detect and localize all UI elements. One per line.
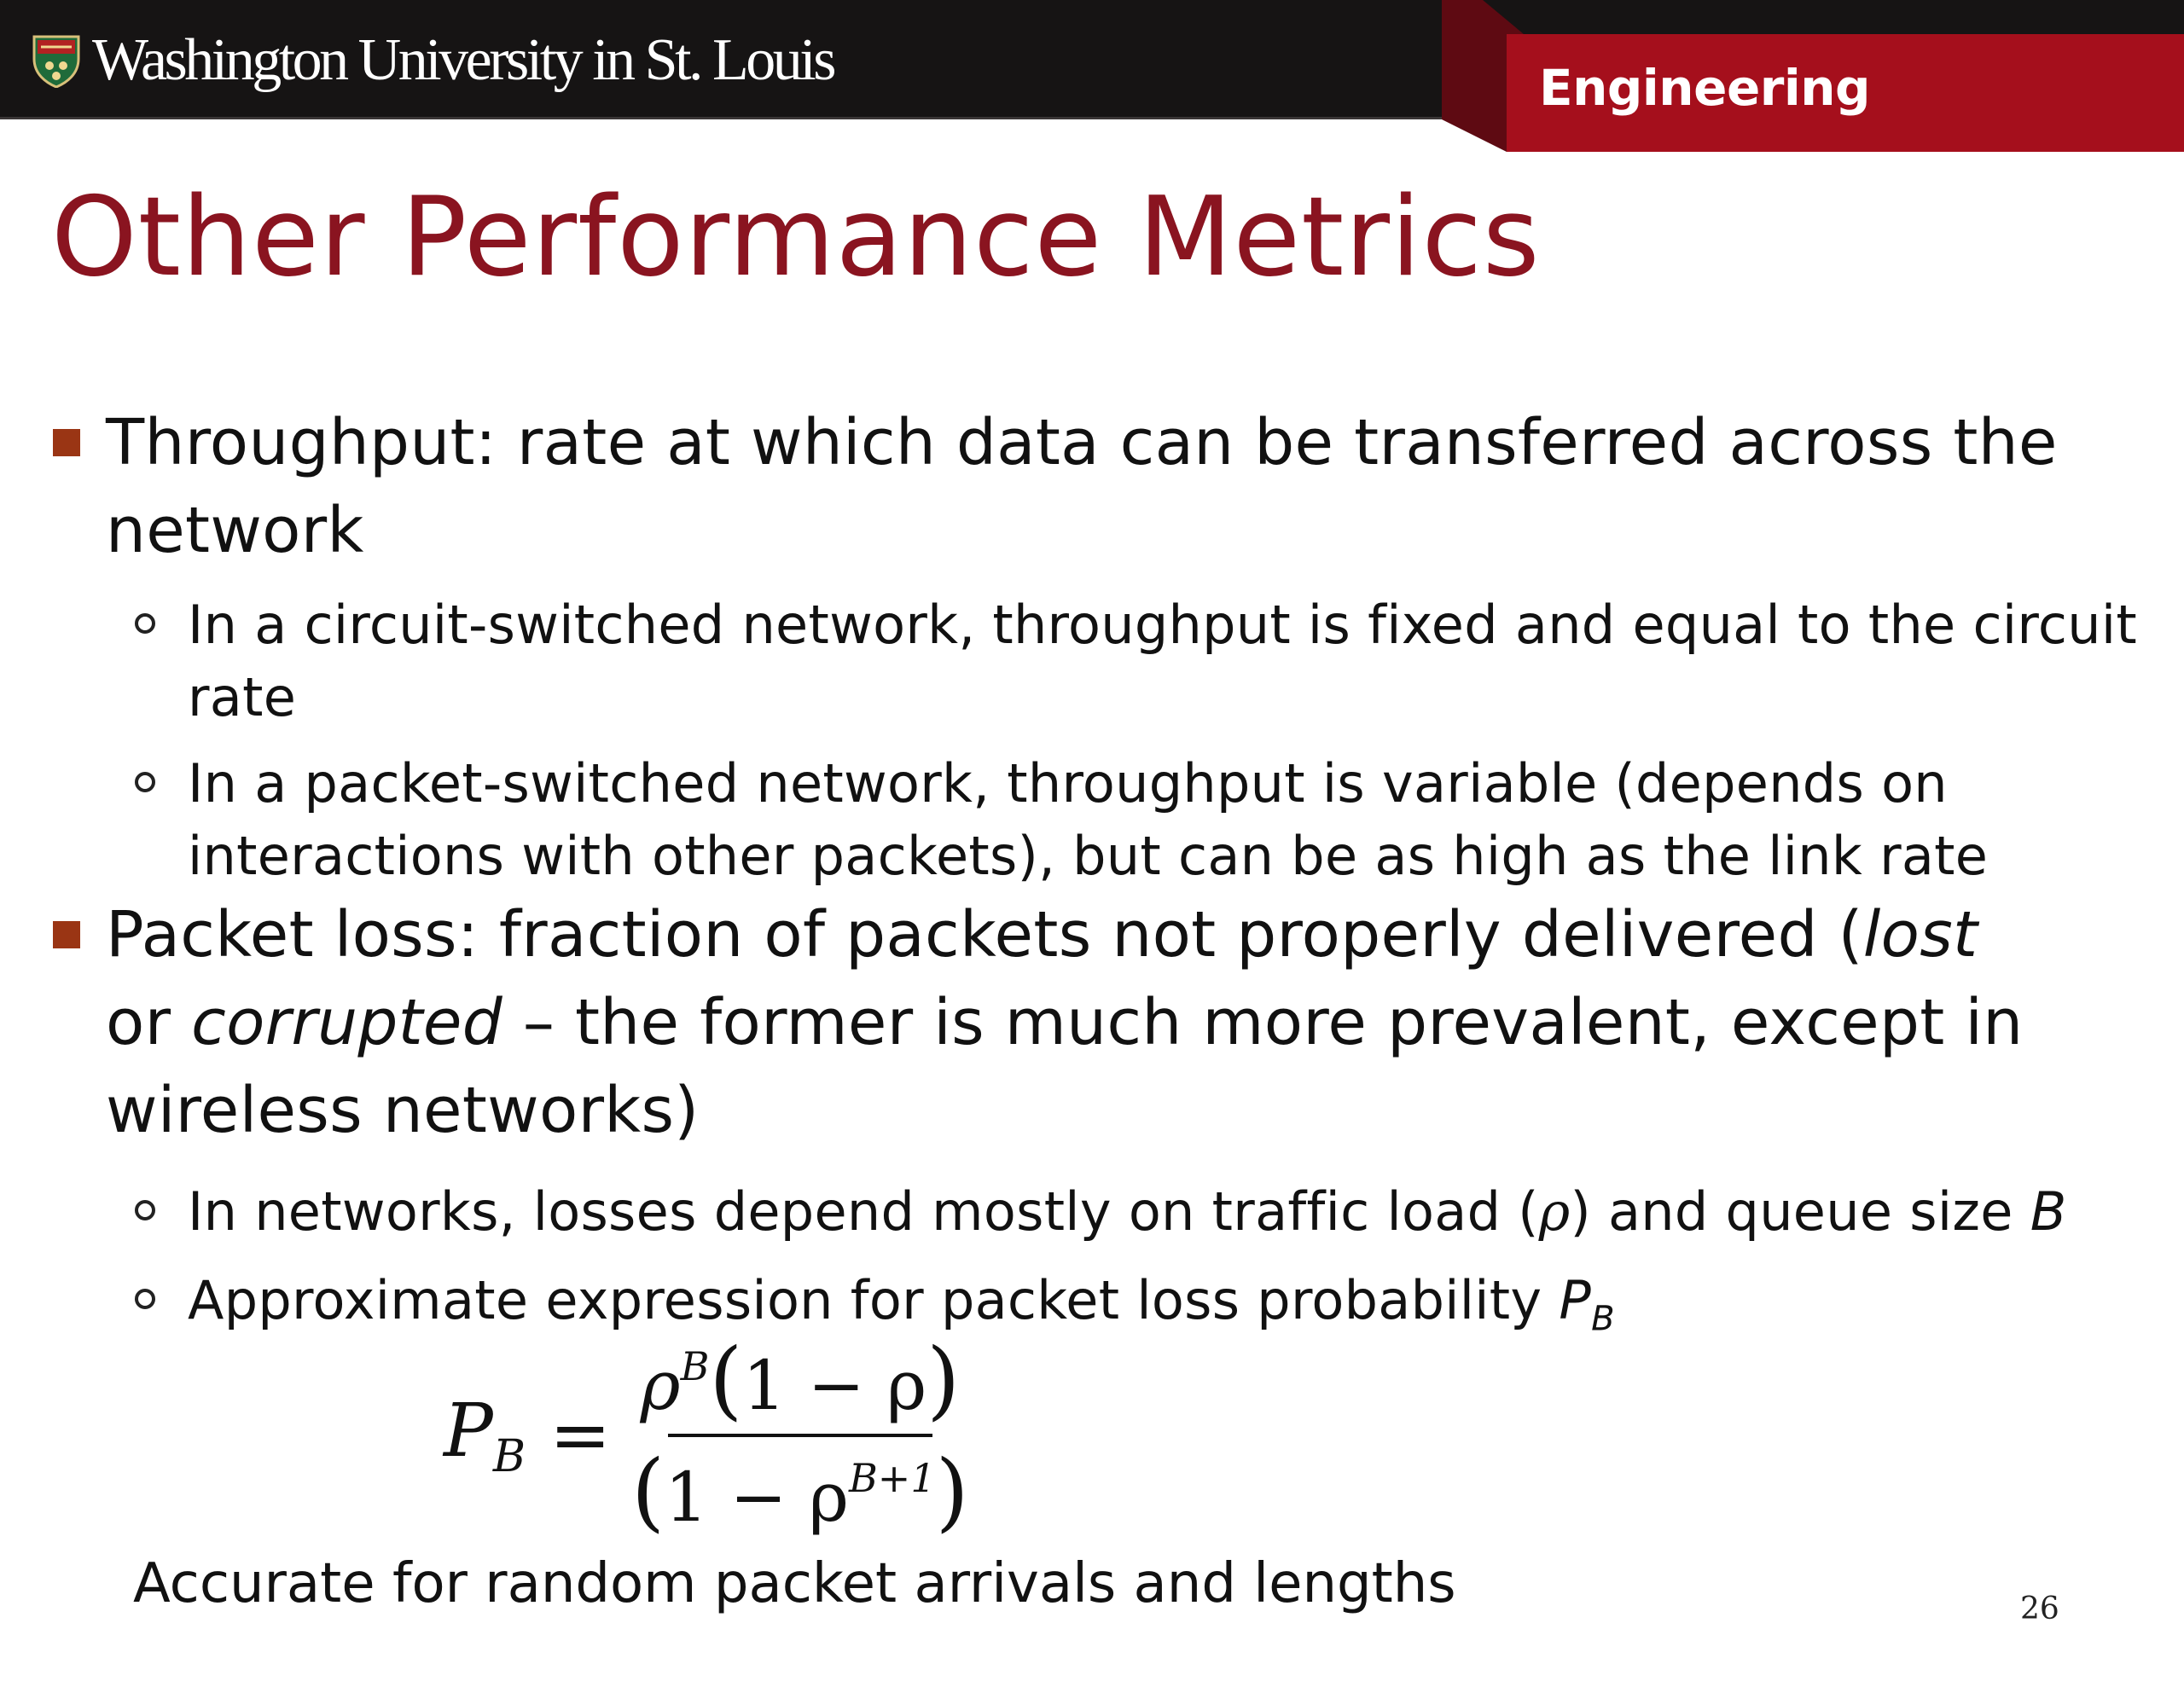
bullet-text: or xyxy=(106,986,192,1059)
sub-bullet-text: Approximate expression for packet loss probability xyxy=(188,1269,1560,1331)
circle-bullet-icon xyxy=(135,1289,155,1309)
probability-symbol: P xyxy=(1559,1269,1592,1331)
bullet-text: – the former is much more prevalent, except in wireless networks) xyxy=(106,986,2024,1147)
circle-bullet-icon xyxy=(135,1200,155,1220)
sub-bullet-text: ) and queue size xyxy=(1570,1180,2030,1243)
circle-bullet-icon xyxy=(135,613,155,634)
sub-bullet-losses-depend xyxy=(188,1175,2150,1248)
sub-bullet-text: In a packet-switched network, throughput is variable (depends on interactions with other packets), but can be as high as the link rate xyxy=(188,752,1989,887)
formula-note: Accurate for random packet arrivals and lengths xyxy=(133,1552,1456,1615)
sub-bullet-text: In a circuit-switched network, throughput is fixed and equal to the circuit rate xyxy=(188,594,2137,728)
slide-title: Other Performance Metrics xyxy=(51,174,1541,301)
bullet-throughput xyxy=(106,399,2170,575)
bullet-throughput-text: Throughput: rate at which data can be transferred across the network xyxy=(106,406,2058,567)
formula-lhs: $P_B$ xyxy=(444,1388,526,1482)
university-name: Washington University in St. Louis xyxy=(92,27,834,93)
formula-equals: = xyxy=(549,1393,612,1478)
university-logo xyxy=(32,27,834,93)
circle-bullet-icon xyxy=(135,772,155,792)
queue-size-symbol: B xyxy=(2030,1180,2067,1243)
fraction-bar xyxy=(668,1434,932,1437)
sub-bullet-packet-switched xyxy=(188,747,2150,892)
corrupted-term: corrupted xyxy=(191,986,503,1059)
formula-denominator: $(1 - \rho^{B+1})$ xyxy=(631,1441,969,1541)
slide-header xyxy=(0,0,2184,119)
formula-fraction xyxy=(631,1330,968,1540)
probability-subscript: B xyxy=(1591,1299,1615,1339)
formula-numerator: $\rho^B(1 - \rho)$ xyxy=(640,1330,961,1429)
square-bullet-icon xyxy=(53,921,80,948)
lost-term: lost xyxy=(1862,898,1978,971)
square-bullet-icon xyxy=(53,429,80,456)
school-name: Engineering xyxy=(1539,59,1871,117)
rho-symbol: ρ xyxy=(1538,1180,1571,1243)
shield-icon xyxy=(32,33,80,88)
bullet-packet-loss xyxy=(106,891,2170,1155)
sub-bullet-circuit-switched xyxy=(188,588,2150,733)
bullet-text: Packet loss: fraction of packets not properly delivered ( xyxy=(106,898,1863,971)
sub-bullet-text: In networks, losses depend mostly on traffic load ( xyxy=(188,1180,1539,1243)
page-number: 26 xyxy=(2020,1591,2059,1626)
packet-loss-formula xyxy=(444,1330,969,1540)
